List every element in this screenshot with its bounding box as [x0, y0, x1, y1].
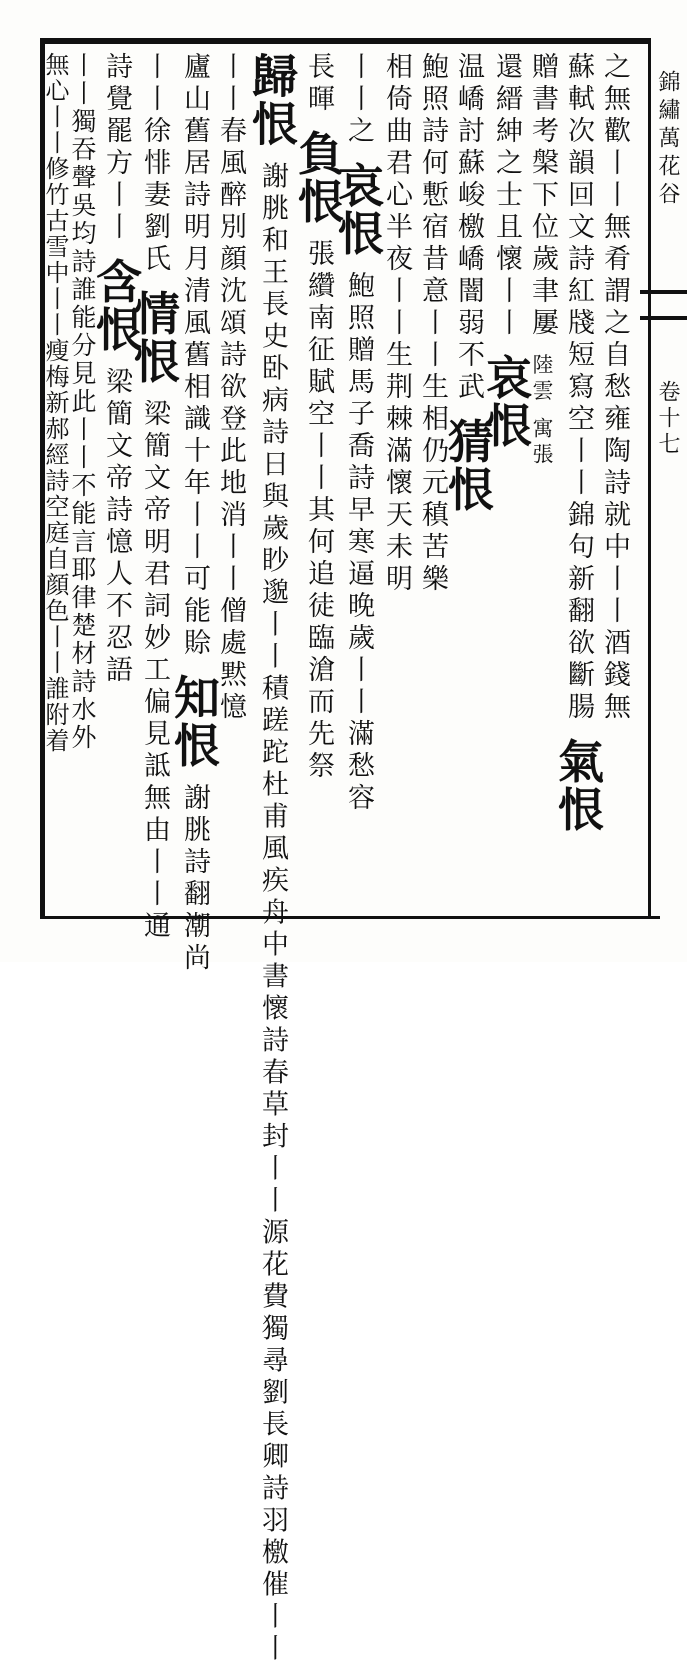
heading-qing-hen: 情恨 — [127, 289, 181, 386]
heading-cai-hen: 猜恨 — [441, 417, 495, 514]
text-column-16 — [41, 52, 69, 912]
column-text: 相倚曲君心半夜丨丨生荆棘滿懷天未明 — [381, 52, 412, 596]
margin-volume: 卷十七 — [655, 380, 680, 458]
heading-zhi-hen: 知恨 — [167, 673, 221, 770]
text-column-14 — [89, 52, 143, 912]
column-text: 還縉紳之士且懷丨丨 — [491, 52, 522, 340]
column-text: 贈書考槃下位歲聿屢 — [527, 52, 558, 340]
heading-han-hen: 含恨 — [89, 257, 143, 354]
column-text: 鮑照詩何慙宿昔意丨丨生相仍元稹苦樂 — [417, 52, 448, 596]
column-text: 廬山舊居詩明月清風舊相識十年丨丨可能賒 — [179, 52, 210, 660]
qi-hen-author: 陸雲 寓張 — [530, 353, 554, 470]
column-text: 温嶠討蘇峻檄嶠闇弱不武 — [453, 52, 484, 404]
zhi-hen-note: 謝朓詩翻潮尚 — [179, 783, 210, 976]
ai-hen-2-note: 鮑照贈馬子喬詩早寒逼晚歲丨丨滿愁容 — [343, 271, 374, 816]
qing-hen-note: 梁簡文帝明君詞妙工偏見詆無由丨丨通 — [139, 399, 170, 944]
column-text: 丨丨之 — [343, 52, 374, 148]
column-text: 丨丨徐悱妻劉氏 — [139, 52, 170, 276]
text-column-5 — [441, 52, 495, 912]
column-text: 無心丨丨修竹古雪中丨丨瘦梅新郝經詩空庭自顔色丨丨誰附着 — [41, 52, 69, 754]
text-column-3 — [522, 52, 562, 912]
text-column-13 — [127, 52, 181, 944]
heading-ai-hen-2: 哀恨 — [331, 161, 385, 258]
text-column-10 — [245, 52, 299, 1666]
frame-top-rule — [40, 38, 650, 44]
han-hen-note: 梁簡文帝詩憶人不忍語 — [101, 367, 132, 688]
column-text: 蘇軾次韻回文詩紅牋短寫空丨丨錦句新翻欲斷腸 — [563, 52, 594, 724]
text-column-9 — [291, 52, 345, 912]
column-text: 長暉 — [303, 52, 334, 116]
text-column-2 — [551, 52, 605, 912]
text-column-11 — [210, 52, 250, 912]
fu-hen-note: 張纘南征賦空丨丨其何追徒臨滄而先祭 — [303, 239, 334, 784]
heading-fu-hen: 負恨 — [291, 129, 345, 226]
frame-right-rule — [648, 38, 651, 918]
column-text: 詩覺罷方丨丨 — [101, 52, 132, 244]
column-text: 丨丨春風醉別顔沈頌詩欲登此地消丨丨僧處黙憶 — [215, 52, 246, 724]
frame-bottom-rule — [40, 916, 660, 919]
text-column-12 — [167, 52, 221, 976]
heading-qi-hen: 氣恨 — [551, 737, 605, 834]
text-column-6 — [412, 52, 452, 912]
margin-title: 錦繡萬花谷 — [655, 70, 680, 210]
heading-ai-hen-1: 哀恨 — [479, 353, 533, 450]
heading-gui-hen: 歸恨 — [245, 52, 299, 148]
column-text: 之無歡丨丨無肴謂之自愁雍陶詩就中丨丨酒錢無 — [599, 52, 630, 724]
gui-hen-note: 謝朓和王長史卧病詩日與歲眇邈丨丨積蹉跎杜甫風疾舟中書懷詩春草封丨丨源花費獨尋劉長卿詩羽檄催丨丨 — [257, 161, 288, 1666]
fishtail-mark — [640, 290, 687, 320]
column-text: 丨丨獨吞聲吳均詩誰能分見此丨丨不能言耶律楚材詩水外 — [68, 52, 97, 752]
